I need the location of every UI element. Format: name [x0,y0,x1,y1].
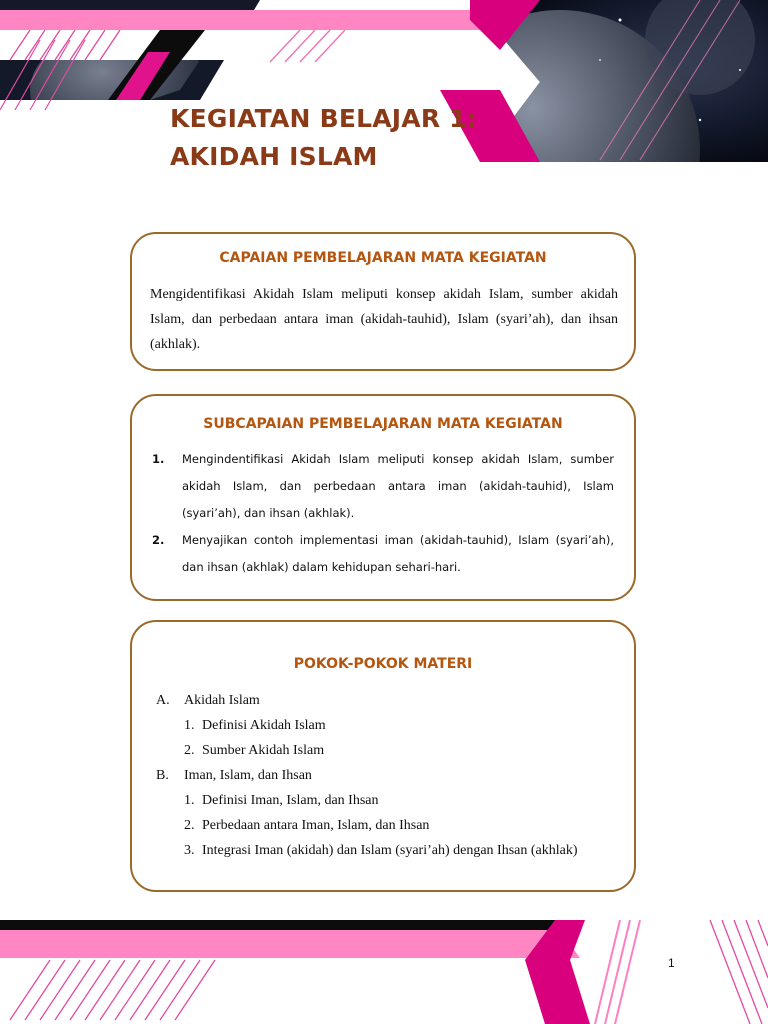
subcapaian-item-number: 1. [152,452,165,466]
subcapaian-item-number: 2. [152,533,165,547]
outline-marker: A. [156,693,170,708]
pokok-materi-heading: POKOK-POKOK MATERI [293,656,473,672]
outline-label: Sumber Akidah Islam [202,743,325,758]
materi-outline [156,688,578,863]
outline-section [156,763,578,788]
outline-label: Definisi Iman, Islam, dan Ihsan [202,793,379,808]
subcapaian-item [152,527,614,581]
outline-label: Definisi Akidah Islam [202,718,326,733]
outline-marker: B. [156,768,169,783]
outline-section [156,688,578,713]
outline-marker: 1. [184,793,195,808]
capaian-box [130,232,636,371]
outline-label: Integrasi Iman (akidah) dan Islam (syari’ah) dengan Ihsan (akhlak) [202,843,578,858]
page-number: 1 [668,956,675,970]
outline-marker: 3. [184,843,195,858]
outline-item [156,738,578,763]
subcapaian-item-text: Menyajikan contoh implementasi iman (akidah-tauhid), Islam (syari’ah), dan ihsan (akhlak) dalam kehidupan sehari-hari. [182,533,614,574]
page-title [170,100,477,176]
capaian-heading: CAPAIAN PEMBELAJARAN MATA KEGIATAN [219,250,547,266]
outline-marker: 1. [184,718,195,733]
outline-item [156,713,578,738]
outline-marker: 2. [184,818,195,833]
subcapaian-list [152,446,614,581]
footer-decoration [0,900,768,1024]
subcapaian-item-text: Mengindentifikasi Akidah Islam meliputi konsep akidah Islam, sumber akidah Islam, dan perbedaan antara iman (akidah-tauhid), Islam (syari’ah), dan ihsan (akhlak). [182,452,614,520]
subcapaian-box [130,394,636,601]
outline-label: Akidah Islam [184,693,260,708]
footer-banner-graphic [0,900,768,1024]
title-line-2: AKIDAH ISLAM [170,142,378,171]
outline-label: Perbedaan antara Iman, Islam, dan Ihsan [202,818,430,833]
outline-item [156,838,578,863]
outline-marker: 2. [184,743,195,758]
title-line-1: KEGIATAN BELAJAR 1: [170,104,477,133]
outline-item [156,813,578,838]
subcapaian-item [152,446,614,527]
outline-label: Iman, Islam, dan Ihsan [184,768,312,783]
pokok-materi-box [130,620,636,892]
subcapaian-heading: SUBCAPAIAN PEMBELAJARAN MATA KEGIATAN [203,416,563,432]
outline-item [156,788,578,813]
capaian-text: Mengidentifikasi Akidah Islam meliputi konsep akidah Islam, sumber akidah Islam, dan perbedaan antara iman (akidah-tauhid), Islam (syari’ah), dan ihsan (akhlak). [150,287,618,352]
